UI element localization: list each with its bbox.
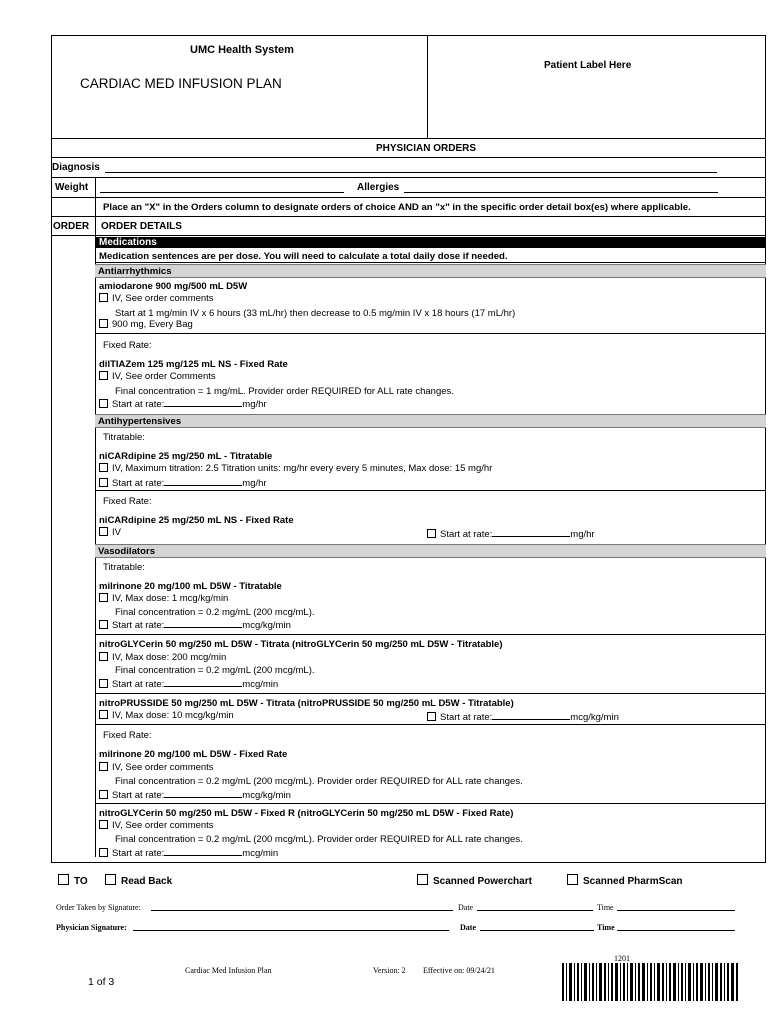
option-label: 900 mg, Every Bag [112,319,193,330]
scanned-pharmscan-option[interactable] [567,874,682,887]
diagnosis-label: Diagnosis [52,162,100,173]
nitroglycerin-titratable-option[interactable] [99,652,226,663]
antihypertensives-bar [95,414,766,428]
barcode-number: 1201 [614,954,630,963]
option-label: Scanned PharmScan [583,876,683,887]
diltiazem-order-name: dilTIAZem 125 mg/125 mL NS - Fixed Rate [99,359,288,370]
option-label: Start at rate: [112,679,165,690]
option-label: IV, Max dose: 1 mcg/kg/min [112,593,229,604]
divider [95,333,766,334]
checkbox[interactable] [99,593,108,602]
vasodilators-title: Vasodilators [98,546,156,557]
unit-label: mg/hr [570,529,595,540]
time-field[interactable] [617,922,735,931]
nitroglycerin-start-rate[interactable] [99,677,278,690]
allergies-label: Allergies [357,182,400,193]
divider [51,157,766,158]
rate-blank[interactable] [492,527,570,537]
unit-label: mg/hr [242,478,267,489]
rate-blank[interactable] [164,846,242,856]
amiodarone-detail: Start at 1 mg/min IV x 6 hours (33 mL/hr) then decrease to 0.5 mg/min IV x 18 hours (17 mL/hr) [115,308,516,319]
medications-title: Medications [99,237,157,248]
checkbox[interactable] [99,463,108,472]
checkbox[interactable] [99,478,108,487]
rate-blank[interactable] [164,618,242,628]
option-label: IV, See order comments [112,820,214,831]
diltiazem-detail: Final concentration = 1 mg/mL. Provider order REQUIRED for ALL rate changes. [115,386,454,397]
instruction-text: Place an "X" in the Orders column to designate orders of choice AND an "x" in the specific order detail box(es) where applicable. [103,202,691,213]
unit-label: mg/hr [242,399,267,410]
rate-blank[interactable] [164,788,242,798]
nicardipine-titratable-option[interactable] [99,463,492,474]
unit-label: mcg/kg/min [570,712,619,723]
titratable-label: Titratable: [103,432,145,443]
divider [51,197,766,198]
milrinone-titratable-name: milrinone 20 mg/100 mL D5W - Titratable [99,581,282,592]
divider [51,177,766,178]
checkbox[interactable] [99,293,108,302]
option-label: Start at rate: [112,790,165,801]
antiarrhythmics-bar [95,264,766,278]
section-title: PHYSICIAN ORDERS [376,143,477,154]
milrinone-titratable-option[interactable] [99,593,228,604]
amiodarone-option-bag[interactable] [99,319,193,330]
checkbox[interactable] [99,399,108,408]
barcode-icon [562,963,738,1001]
checkbox[interactable] [99,762,108,771]
milrinone-start-rate[interactable] [99,618,291,631]
nitroglycerin-detail: Final concentration = 0.2 mg/mL (200 mcg/mL). [115,665,315,676]
option-label: IV, Max dose: 10 mcg/kg/min [112,710,234,721]
option-label: IV [112,527,121,538]
medications-bar [95,237,766,248]
titratable-label: Titratable: [103,562,145,573]
divider [95,803,766,804]
milrinone-fixed-start-rate[interactable] [99,788,291,801]
unit-label: mcg/kg/min [242,790,291,801]
checkbox[interactable] [99,527,108,536]
nicardipine-fixed-name: niCARdipine 25 mg/250 mL NS - Fixed Rate [99,515,294,526]
option-label: IV, See order comments [112,293,214,304]
rate-blank[interactable] [492,710,570,720]
milrinone-fixed-detail: Final concentration = 0.2 mg/mL (200 mcg/mL). Provider order REQUIRED for ALL rate changes. [115,776,523,787]
unit-label: mcg/min [242,679,279,690]
nitroprusside-titratable-name: nitroPRUSSIDE 50 mg/250 mL D5W - Titrata (nitroPRUSSIDE 50 mg/250 mL D5W - Titratable) [99,698,514,709]
unit-label: mcg/kg/min [242,620,291,631]
date-field[interactable] [477,902,593,911]
physician-signature-field[interactable] [133,922,449,931]
date-label: Date [460,923,476,932]
checkbox[interactable] [567,874,578,885]
weight-field[interactable] [100,183,344,193]
checkbox[interactable] [99,848,108,857]
option-label: Start at rate: [112,848,165,859]
option-label: Start at rate: [440,712,493,723]
date-field[interactable] [480,922,594,931]
details-column-header: ORDER DETAILS [101,221,182,232]
checkbox[interactable] [99,820,108,829]
checkbox[interactable] [427,712,436,721]
checkbox[interactable] [99,710,108,719]
order-column-header: ORDER [53,221,90,232]
rate-blank[interactable] [164,476,242,486]
read-back-option[interactable] [105,874,172,887]
scanned-powerchart-option[interactable] [417,874,532,887]
nicardipine-start-rate[interactable] [99,476,267,489]
milrinone-fixed-name: milrinone 20 mg/100 mL D5W - Fixed Rate [99,749,288,760]
divider [51,216,766,217]
checkbox[interactable] [427,529,436,538]
option-label: TO [74,876,88,887]
date-label: Date [458,903,474,912]
column-divider [95,177,96,857]
form-frame [51,35,766,863]
option-label: IV, See order comments [112,762,214,773]
time-field[interactable] [617,902,735,911]
option-label: Start at rate: [112,620,165,631]
fixed-rate-label: Fixed Rate: [103,340,152,351]
checkbox[interactable] [99,371,108,380]
nitroglycerin-fixed-option[interactable] [99,820,214,831]
divider [95,262,766,263]
nicardipine-fixed-iv[interactable] [99,527,121,538]
rate-blank[interactable] [164,677,242,687]
antihypertensives-title: Antihypertensives [98,416,182,427]
patient-label: Patient Label Here [544,60,632,71]
checkbox[interactable] [99,620,108,629]
nicardipine-fixed-start-rate[interactable] [427,527,595,540]
effective-date: Effective on: 09/24/21 [423,966,495,975]
nitroprusside-titratable-option[interactable] [99,710,234,721]
amiodarone-option-iv[interactable] [99,293,214,304]
nitroprusside-start-rate[interactable] [427,710,619,723]
option-label: IV, Max dose: 200 mcg/min [112,652,227,663]
amiodarone-order-name: amiodarone 900 mg/500 mL D5W [99,281,248,292]
divider [51,235,766,236]
option-label: IV, Maximum titration: 2.5 Titration units: mg/hr every every 5 minutes, Max dose: 15 mg/hr [112,463,493,474]
option-label: Start at rate: [112,478,165,489]
nitroglycerin-fixed-detail: Final concentration = 0.2 mg/mL (200 mcg/mL). Provider order REQUIRED for ALL rate changes. [115,834,523,845]
fixed-rate-label: Fixed Rate: [103,496,152,507]
option-label: Read Back [121,876,173,887]
divider [95,693,766,694]
to-option[interactable] [58,874,88,887]
nitroglycerin-fixed-name: nitroGLYCerin 50 mg/250 mL D5W - Fixed R (nitroGLYCerin 50 mg/250 mL D5W - Fixed Rate) [99,808,514,819]
diltiazem-option-iv[interactable] [99,371,216,382]
diagnosis-field[interactable] [105,163,717,173]
checkbox[interactable] [417,874,428,885]
option-label: Start at rate: [440,529,493,540]
medications-note: Medication sentences are per dose. You will need to calculate a total daily dose if needed. [99,251,508,262]
checkbox[interactable] [99,679,108,688]
antiarrhythmics-title: Antiarrhythmics [98,266,172,277]
milrinone-detail: Final concentration = 0.2 mg/mL (200 mcg/mL). [115,607,315,618]
option-label: Scanned Powerchart [433,876,532,887]
document-name: Cardiac Med Infusion Plan [185,966,272,975]
diltiazem-start-rate[interactable] [99,397,267,410]
page-title: CARDIAC MED INFUSION PLAN [80,76,282,91]
rate-blank[interactable] [164,397,242,407]
vasodilators-bar [95,544,766,558]
nitroglycerin-fixed-start-rate[interactable] [99,846,278,859]
version: Version: 2 [373,966,406,975]
time-label: Time [597,923,615,932]
option-label: Start at rate: [112,399,165,410]
unit-label: mcg/min [242,848,279,859]
checkbox[interactable] [99,652,108,661]
divider [95,724,766,725]
org-name: UMC Health System [190,44,294,56]
nicardipine-titratable-name: niCARdipine 25 mg/250 mL - Titratable [99,451,273,462]
divider [95,490,766,491]
divider [95,634,766,635]
allergies-field[interactable] [404,183,718,193]
checkbox[interactable] [58,874,69,885]
milrinone-fixed-option[interactable] [99,762,214,773]
checkbox[interactable] [99,319,108,328]
checkbox[interactable] [99,790,108,799]
fixed-rate-label: Fixed Rate: [103,730,152,741]
physician-signature-label: Physician Signature: [56,923,127,932]
option-label: IV, See order Comments [112,371,216,382]
nitroglycerin-titratable-name: nitroGLYCerin 50 mg/250 mL D5W - Titrata (nitroGLYCerin 50 mg/250 mL D5W - Titratable) [99,639,503,650]
weight-label: Weight [55,182,89,193]
time-label: Time [597,903,614,912]
order-taken-signature-field[interactable] [151,902,453,911]
header-divider [427,35,428,138]
order-taken-label: Order Taken by Signature: [56,903,141,912]
checkbox[interactable] [105,874,116,885]
divider [51,138,766,139]
page-number: 1 of 3 [88,976,115,988]
